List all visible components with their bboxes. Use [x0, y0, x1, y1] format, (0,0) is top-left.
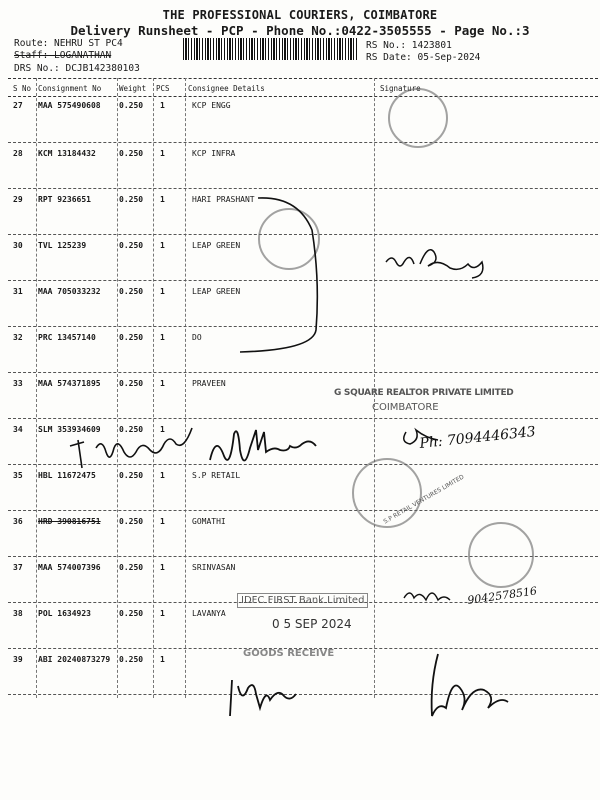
col-header-consignee: Consignee Details: [188, 84, 265, 93]
col-header-consignment: Consignment No: [38, 84, 102, 93]
row-consignee: LEAP GREEN: [192, 241, 241, 250]
row-weight: 0.250: [119, 241, 144, 250]
row-pcs: 1: [160, 241, 165, 250]
row-consignment: POL 1634923: [38, 609, 91, 618]
row-pcs: 1: [160, 379, 165, 388]
idfc-stamp-line1: IDFC FIRST Bank Limited: [237, 593, 368, 608]
row-weight: 0.250: [119, 425, 144, 434]
signature: [230, 680, 296, 716]
row-pcs: 1: [160, 609, 165, 618]
row-weight: 0.250: [119, 563, 144, 572]
row-pcs: 1: [160, 425, 165, 434]
phone-note-2: 9042578516: [466, 584, 538, 607]
signature: [386, 250, 483, 278]
row-consignee: LAVANYA: [192, 609, 226, 618]
row-consignment: KCM 13184432: [38, 149, 96, 158]
row-consignment: RPT 9236651: [38, 195, 91, 204]
idfc-stamp-date: 0 5 SEP 2024: [272, 617, 352, 631]
row-weight: 0.250: [119, 609, 144, 618]
row-sno: 27: [13, 101, 23, 110]
row-weight: 0.250: [119, 149, 144, 158]
row-consignee: LEAP GREEN: [192, 287, 241, 296]
col-header-weight: Weight: [119, 84, 147, 93]
row-consignment: MAA 574371895: [38, 379, 101, 388]
row-weight: 0.250: [119, 287, 144, 296]
row-sno: 29: [13, 195, 23, 204]
row-sno: 35: [13, 471, 23, 480]
row-sno: 34: [13, 425, 23, 434]
row-sno: 38: [13, 609, 23, 618]
row-consignment: HBL 11672475: [38, 471, 96, 480]
row-pcs: 1: [160, 287, 165, 296]
row-consignment: MAA 575490608: [38, 101, 101, 110]
row-sno: 36: [13, 517, 23, 526]
col-header-signature: Signature: [380, 84, 421, 93]
phone-note: Ph: 7094446343: [418, 423, 537, 452]
row-consignment: TVL 125239: [38, 241, 87, 250]
row-weight: 0.250: [119, 655, 144, 664]
row-consignment: ABI 20240873279: [38, 655, 111, 664]
row-weight: 0.250: [119, 101, 144, 110]
idfc-stamp-line3: GOODS RECEIVE: [243, 648, 335, 659]
signature: [210, 430, 316, 461]
row-pcs: 1: [160, 101, 165, 110]
row-sno: 39: [13, 655, 23, 664]
row-pcs: 1: [160, 195, 165, 204]
sp-retail-stamp-text: S.P RETAIL VENTURES LIMITED: [382, 473, 466, 526]
row-pcs: 1: [160, 563, 165, 572]
row-pcs: 1: [160, 655, 165, 664]
row-weight: 0.250: [119, 517, 144, 526]
signature: [404, 593, 450, 600]
row-consignee: SRINVASAN: [192, 563, 236, 572]
row-consignee: GOMATHI: [192, 517, 226, 526]
row-pcs: 1: [160, 149, 165, 158]
gsquare-stamp-line2: COIMBATORE: [372, 402, 439, 413]
row-consignee: HARI PRASHANT: [192, 195, 255, 204]
row-sno: 32: [13, 333, 23, 342]
route-label: Route: NEHRU ST PC4: [14, 38, 123, 49]
row-pcs: 1: [160, 517, 165, 526]
runsheet-title: THE PROFESSIONAL COURIERS, COIMBATORE: [162, 8, 438, 22]
row-weight: 0.250: [119, 471, 144, 480]
gsquare-stamp-line1: G SQUARE REALTOR PRIVATE LIMITED: [334, 388, 514, 398]
row-consignment: SLM 353934609: [38, 425, 101, 434]
row-sno: 28: [13, 149, 23, 158]
row-consignee: KCP INFRA: [192, 149, 236, 158]
row-consignee: DO: [192, 333, 202, 342]
col-header-pcs: PCS: [156, 84, 170, 93]
row-sno: 30: [13, 241, 23, 250]
row-consignee: PRAVEEN: [192, 379, 226, 388]
row-consignment: MAA 705033232: [38, 287, 101, 296]
drs-number: DRS No.: DCJB142380103: [14, 63, 140, 74]
row-weight: 0.250: [119, 333, 144, 342]
row-consignee: S.P RETAIL: [192, 471, 241, 480]
rs-date: RS Date: 05-Sep-2024: [366, 52, 481, 63]
row-consignment: HRD 390816751: [38, 517, 101, 526]
runsheet-subtitle: Delivery Runsheet - PCP - Phone No.:0422-3505555 - Page No.:3: [70, 23, 530, 38]
row-consignee: KCP ENGG: [192, 101, 231, 110]
row-pcs: 1: [160, 471, 165, 480]
row-consignment: MAA 574007396: [38, 563, 101, 572]
row-sno: 37: [13, 563, 23, 572]
col-header-sno: S No: [13, 84, 32, 93]
signature: [432, 654, 508, 716]
signature: [70, 428, 192, 468]
row-consignment: PRC 13457140: [38, 333, 96, 342]
row-sno: 33: [13, 379, 23, 388]
row-weight: 0.250: [119, 195, 144, 204]
row-sno: 31: [13, 287, 23, 296]
handwritten-arrow: [240, 198, 317, 352]
rs-number: RS No.: 1423801: [366, 40, 452, 51]
staff-label: Staff: LOGANATHAN: [14, 50, 112, 61]
row-pcs: 1: [160, 333, 165, 342]
row-weight: 0.250: [119, 379, 144, 388]
